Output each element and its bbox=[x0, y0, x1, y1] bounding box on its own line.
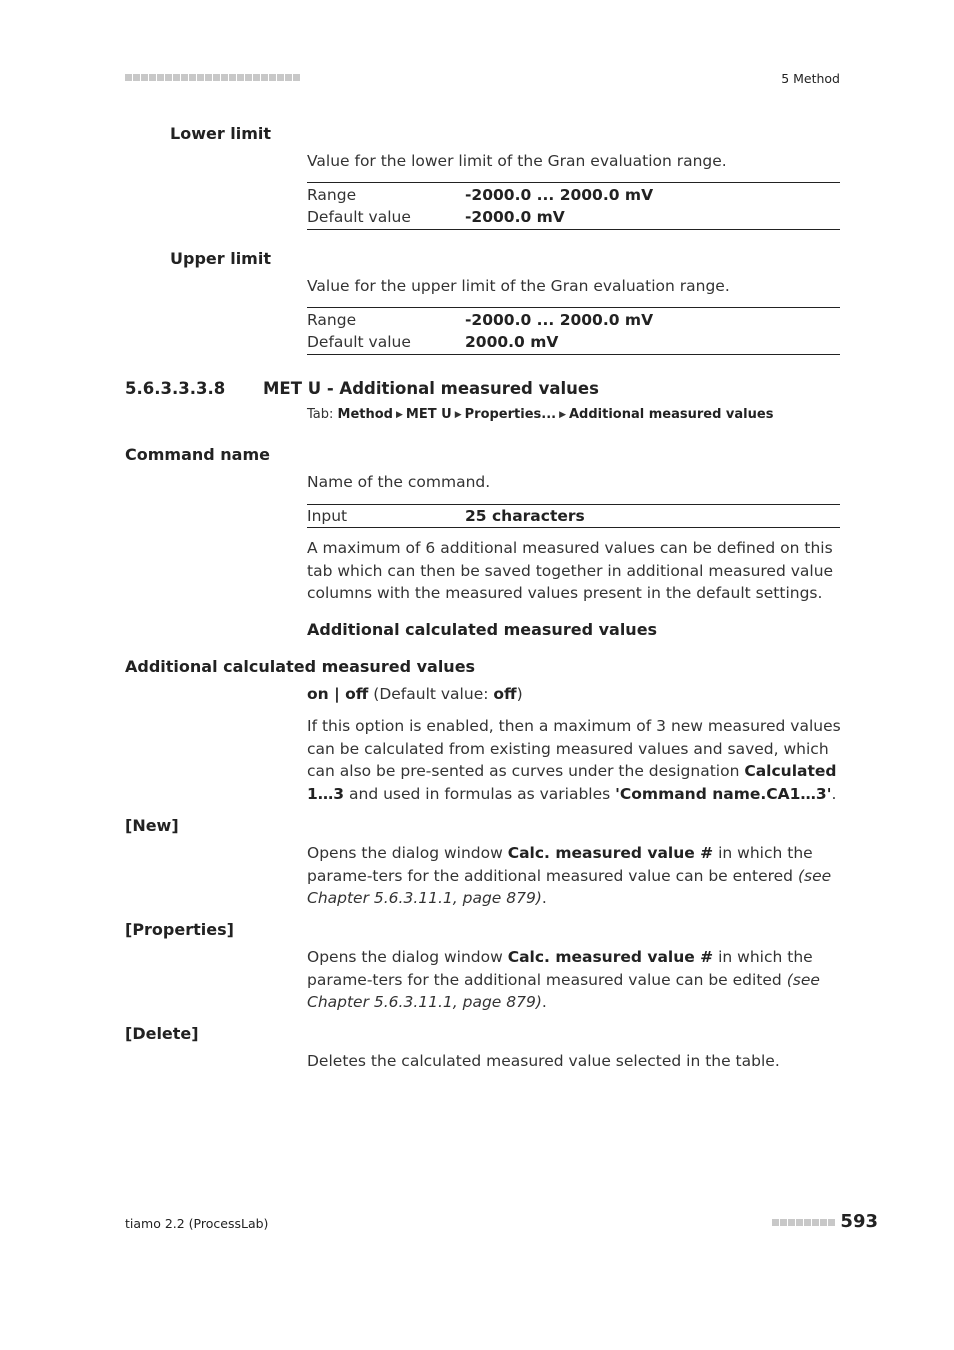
table-row bbox=[307, 331, 840, 353]
bold-text: Calculated 1…3 bbox=[307, 762, 837, 804]
default-value: -2000.0 mV bbox=[465, 208, 565, 226]
table-row bbox=[307, 206, 840, 228]
input-value: 25 characters bbox=[465, 507, 585, 525]
range-value: -2000.0 ... 2000.0 mV bbox=[465, 311, 654, 329]
text: in which the parame-ters for the additional measured value can be edited bbox=[307, 948, 813, 989]
chapter-reference-link[interactable]: (see Chapter 5.6.3.11.1, page 879) bbox=[307, 866, 832, 908]
command-name-label: Command name bbox=[125, 445, 270, 464]
on-off-line bbox=[307, 683, 842, 706]
bold-text: 'Command name.CA1…3' bbox=[615, 785, 832, 804]
command-name-table bbox=[307, 504, 840, 528]
properties-button-description bbox=[307, 946, 842, 1014]
text: If this option is enabled, then a maximum of 3 new measured values can be calculated from existing measured values and saved, which can also be pre-sented as curves under the designation bbox=[307, 717, 841, 781]
on-off-values: on | off bbox=[307, 685, 369, 703]
tab-path-item: Properties... bbox=[464, 407, 557, 422]
text: . bbox=[541, 993, 547, 1012]
lower-limit-label: Lower limit bbox=[170, 124, 272, 143]
upper-limit-table bbox=[307, 307, 840, 355]
triangle-right-icon: ▶ bbox=[396, 410, 403, 420]
tab-path bbox=[307, 407, 773, 422]
section-number: 5.6.3.3.3.8 bbox=[125, 379, 226, 398]
default-prefix: (Default value: bbox=[373, 685, 494, 703]
chapter-title: 5 Method bbox=[781, 71, 840, 86]
default-value: off bbox=[493, 685, 517, 703]
triangle-right-icon: ▶ bbox=[559, 410, 566, 420]
chapter-reference-link[interactable]: (see Chapter 5.6.3.11.1, page 879) bbox=[307, 970, 820, 1012]
text: . bbox=[831, 785, 837, 804]
footer-product: tiamo 2.2 (ProcessLab) bbox=[125, 1216, 269, 1231]
tab-path-item: Additional measured values bbox=[569, 407, 774, 422]
page-number: 593 bbox=[840, 1211, 878, 1232]
text: . bbox=[541, 889, 547, 908]
range-key: Range bbox=[307, 186, 357, 204]
bold-text: Calc. measured value # bbox=[507, 844, 714, 862]
text: and used in formulas as variables bbox=[344, 785, 616, 804]
footer-decoration bbox=[772, 1219, 840, 1227]
tab-path-item: MET U bbox=[405, 407, 452, 422]
subheading: Additional calculated measured values bbox=[307, 620, 658, 639]
command-name-description: Name of the command. bbox=[307, 473, 491, 491]
bold-text: Calc. measured value # bbox=[507, 948, 714, 966]
table-row bbox=[307, 505, 840, 527]
tab-path-item: Method bbox=[337, 407, 393, 422]
additional-calc-paragraph bbox=[307, 715, 842, 806]
default-key: Default value bbox=[307, 333, 411, 351]
header-decoration bbox=[125, 74, 307, 82]
text: Opens the dialog window bbox=[307, 844, 508, 862]
section-title: MET U - Additional measured values bbox=[263, 379, 599, 398]
range-value: -2000.0 ... 2000.0 mV bbox=[465, 186, 654, 204]
default-suffix: ) bbox=[516, 685, 523, 703]
tab-prefix: Tab: bbox=[307, 407, 334, 422]
range-key: Range bbox=[307, 311, 357, 329]
default-value: 2000.0 mV bbox=[465, 333, 559, 351]
new-button-label: [New] bbox=[125, 816, 179, 835]
lower-limit-table bbox=[307, 182, 840, 230]
text: Opens the dialog window bbox=[307, 948, 508, 966]
properties-button-label: [Properties] bbox=[125, 920, 234, 939]
delete-button-label: [Delete] bbox=[125, 1024, 199, 1043]
additional-calc-label: Additional calculated measured values bbox=[125, 657, 476, 676]
table-row bbox=[307, 184, 840, 206]
delete-button-description: Deletes the calculated measured value selected in the table. bbox=[307, 1052, 780, 1070]
input-key: Input bbox=[307, 507, 348, 525]
upper-limit-label: Upper limit bbox=[170, 249, 271, 268]
lower-limit-description: Value for the lower limit of the Gran evaluation range. bbox=[307, 152, 727, 170]
triangle-right-icon: ▶ bbox=[454, 410, 462, 420]
text: in which the parame-ters for the additional measured value can be entered bbox=[307, 844, 813, 885]
command-name-paragraph: A maximum of 6 additional measured values can be defined on this tab which can then be saved together in additional measured value columns with the measured values present in the default settings. bbox=[307, 539, 834, 603]
table-row bbox=[307, 309, 840, 331]
new-button-description bbox=[307, 842, 842, 910]
default-key: Default value bbox=[307, 208, 411, 226]
upper-limit-description: Value for the upper limit of the Gran evaluation range. bbox=[307, 277, 730, 295]
